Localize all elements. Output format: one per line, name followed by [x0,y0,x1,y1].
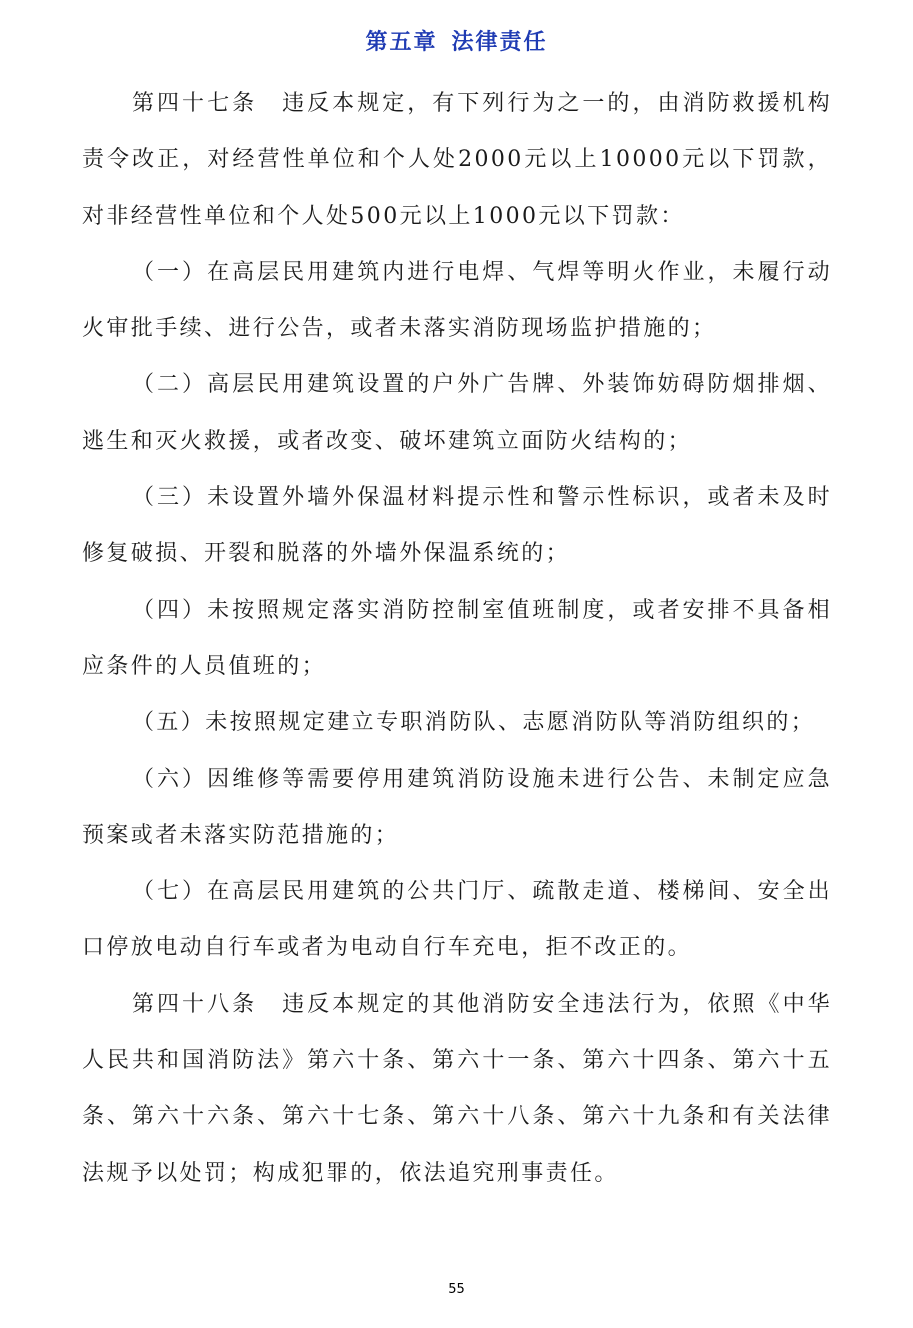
document-body [82,76,832,1202]
article-48-paragraph: 第四十八条 违反本规定的其他消防安全违法行为，依照《中华人民共和国消防法》第六十条、第六十一条、第六十四条、第六十五条、第六十六条、第六十七条、第六十八条、第六十九条和有关法律法规予以处罚；构成犯罪的，依法追究刑事责任。 [82,991,832,1186]
item-6-paragraph: （六）因维修等需要停用建筑消防设施未进行公告、未制定应急预案或者未落实防范措施的； [82,766,832,848]
item-2-paragraph: （二）高层民用建筑设置的户外广告牌、外装饰妨碍防烟排烟、逃生和灭火救援，或者改变、破坏建筑立面防火结构的； [82,372,832,454]
chapter-title: 法律责任 [451,29,548,55]
page-number: 55 [448,1282,465,1297]
item-1-paragraph: （一）在高层民用建筑内进行电焊、气焊等明火作业，未履行动火审批手续、进行公告，或者未落实消防现场监护措施的； [82,259,832,342]
article-47-paragraph: 第四十七条 违反本规定，有下列行为之一的，由消防救援机构责令改正，对经营性单位和个人处2000元以上10000元以下罚款，对非经营性单位和个人处500元以上1000元以下罚款： [82,91,832,229]
item-3-paragraph: （三）未设置外墙外保温材料提示性和警示性标识，或者未及时修复破损、开裂和脱落的外墙外保温系统的； [82,485,832,567]
chapter-heading [0,26,913,58]
item-5-paragraph: （五）未按照规定建立专职消防队、志愿消防队等消防组织的； [132,710,816,736]
item-7-paragraph: （七）在高层民用建筑的公共门厅、疏散走道、楼梯间、安全出口停放电动自行车或者为电动自行车充电，拒不改正的。 [82,879,832,961]
item-4-paragraph: （四）未按照规定落实消防控制室值班制度，或者安排不具备相应条件的人员值班的； [82,597,832,679]
chapter-number: 第五章 [365,29,438,55]
